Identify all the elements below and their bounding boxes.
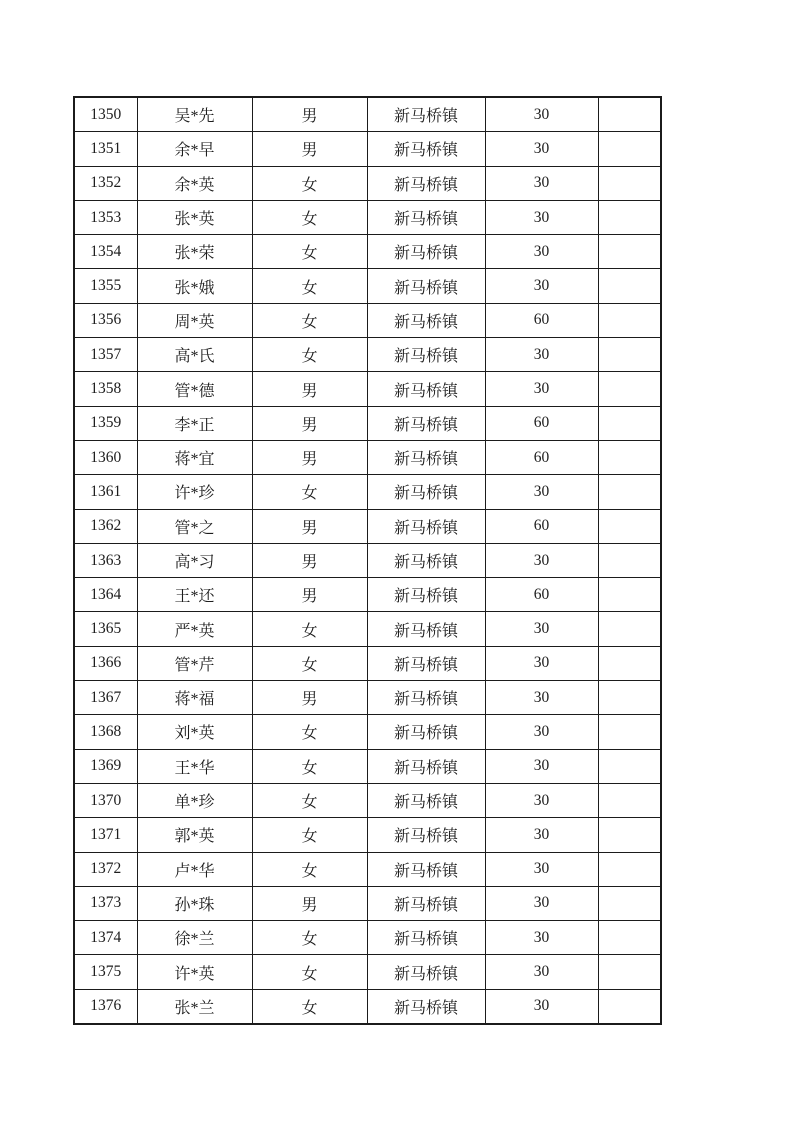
cell-amount: 60 — [485, 509, 598, 543]
cell-note — [598, 406, 661, 440]
cell-amount: 30 — [485, 200, 598, 234]
cell-name: 管*芹 — [137, 646, 252, 680]
cell-note — [598, 852, 661, 886]
cell-no: 1356 — [74, 303, 137, 337]
cell-gender: 男 — [252, 578, 367, 612]
cell-name: 郭*英 — [137, 818, 252, 852]
cell-gender: 男 — [252, 509, 367, 543]
cell-name: 李*正 — [137, 406, 252, 440]
cell-name: 高*氏 — [137, 338, 252, 372]
cell-gender: 女 — [252, 749, 367, 783]
cell-gender: 女 — [252, 715, 367, 749]
cell-note — [598, 372, 661, 406]
cell-town: 新马桥镇 — [367, 97, 485, 132]
cell-town: 新马桥镇 — [367, 372, 485, 406]
table-row — [74, 681, 661, 715]
cell-no: 1363 — [74, 543, 137, 577]
cell-amount: 30 — [485, 783, 598, 817]
cell-note — [598, 269, 661, 303]
cell-town: 新马桥镇 — [367, 955, 485, 989]
cell-name: 蒋*福 — [137, 681, 252, 715]
cell-no: 1359 — [74, 406, 137, 440]
cell-amount: 30 — [485, 97, 598, 132]
table-row — [74, 440, 661, 474]
cell-amount: 30 — [485, 235, 598, 269]
cell-name: 张*兰 — [137, 989, 252, 1024]
table-row — [74, 783, 661, 817]
table-row — [74, 200, 661, 234]
cell-name: 许*珍 — [137, 475, 252, 509]
table-row — [74, 372, 661, 406]
cell-gender: 男 — [252, 886, 367, 920]
table-row — [74, 166, 661, 200]
cell-no: 1366 — [74, 646, 137, 680]
cell-no: 1369 — [74, 749, 137, 783]
table-row — [74, 543, 661, 577]
cell-gender: 女 — [252, 269, 367, 303]
cell-no: 1358 — [74, 372, 137, 406]
cell-name: 王*华 — [137, 749, 252, 783]
cell-amount: 60 — [485, 578, 598, 612]
table-row — [74, 989, 661, 1024]
cell-name: 余*英 — [137, 166, 252, 200]
cell-note — [598, 200, 661, 234]
cell-amount: 60 — [485, 440, 598, 474]
cell-no: 1357 — [74, 338, 137, 372]
cell-name: 张*荣 — [137, 235, 252, 269]
cell-town: 新马桥镇 — [367, 406, 485, 440]
cell-note — [598, 989, 661, 1024]
cell-note — [598, 475, 661, 509]
cell-gender: 女 — [252, 338, 367, 372]
table-row — [74, 818, 661, 852]
table-row — [74, 749, 661, 783]
cell-gender: 男 — [252, 681, 367, 715]
cell-amount: 30 — [485, 612, 598, 646]
cell-no: 1373 — [74, 886, 137, 920]
roster-table — [73, 96, 662, 1025]
cell-town: 新马桥镇 — [367, 818, 485, 852]
cell-note — [598, 97, 661, 132]
cell-gender: 男 — [252, 372, 367, 406]
cell-name: 周*英 — [137, 303, 252, 337]
cell-note — [598, 646, 661, 680]
cell-no: 1355 — [74, 269, 137, 303]
cell-note — [598, 132, 661, 166]
cell-name: 徐*兰 — [137, 921, 252, 955]
cell-amount: 30 — [485, 475, 598, 509]
cell-gender: 男 — [252, 440, 367, 474]
table-row — [74, 612, 661, 646]
cell-note — [598, 235, 661, 269]
cell-note — [598, 955, 661, 989]
cell-amount: 30 — [485, 372, 598, 406]
cell-note — [598, 681, 661, 715]
cell-amount: 30 — [485, 338, 598, 372]
cell-gender: 女 — [252, 818, 367, 852]
table-row — [74, 955, 661, 989]
table-row — [74, 235, 661, 269]
cell-name: 许*英 — [137, 955, 252, 989]
cell-name: 刘*英 — [137, 715, 252, 749]
cell-town: 新马桥镇 — [367, 921, 485, 955]
cell-note — [598, 166, 661, 200]
cell-gender: 女 — [252, 852, 367, 886]
cell-town: 新马桥镇 — [367, 681, 485, 715]
cell-note — [598, 818, 661, 852]
cell-amount: 30 — [485, 955, 598, 989]
cell-gender: 女 — [252, 955, 367, 989]
cell-no: 1375 — [74, 955, 137, 989]
cell-amount: 30 — [485, 818, 598, 852]
cell-gender: 女 — [252, 783, 367, 817]
cell-town: 新马桥镇 — [367, 612, 485, 646]
cell-name: 余*早 — [137, 132, 252, 166]
cell-town: 新马桥镇 — [367, 338, 485, 372]
cell-town: 新马桥镇 — [367, 200, 485, 234]
cell-amount: 60 — [485, 303, 598, 337]
cell-town: 新马桥镇 — [367, 749, 485, 783]
cell-town: 新马桥镇 — [367, 235, 485, 269]
cell-name: 张*娥 — [137, 269, 252, 303]
cell-amount: 30 — [485, 269, 598, 303]
cell-amount: 30 — [485, 989, 598, 1024]
cell-gender: 女 — [252, 303, 367, 337]
cell-town: 新马桥镇 — [367, 543, 485, 577]
table-row — [74, 475, 661, 509]
cell-gender: 男 — [252, 543, 367, 577]
cell-no: 1372 — [74, 852, 137, 886]
cell-note — [598, 303, 661, 337]
cell-gender: 男 — [252, 132, 367, 166]
table-row — [74, 646, 661, 680]
cell-no: 1350 — [74, 97, 137, 132]
cell-amount: 30 — [485, 886, 598, 920]
table-row — [74, 715, 661, 749]
cell-no: 1376 — [74, 989, 137, 1024]
cell-note — [598, 749, 661, 783]
cell-amount: 30 — [485, 166, 598, 200]
cell-gender: 女 — [252, 989, 367, 1024]
table-row — [74, 338, 661, 372]
cell-gender: 女 — [252, 235, 367, 269]
cell-name: 吴*先 — [137, 97, 252, 132]
cell-name: 单*珍 — [137, 783, 252, 817]
cell-town: 新马桥镇 — [367, 852, 485, 886]
cell-no: 1361 — [74, 475, 137, 509]
cell-town: 新马桥镇 — [367, 989, 485, 1024]
cell-note — [598, 578, 661, 612]
cell-town: 新马桥镇 — [367, 646, 485, 680]
cell-no: 1360 — [74, 440, 137, 474]
cell-no: 1371 — [74, 818, 137, 852]
cell-town: 新马桥镇 — [367, 475, 485, 509]
cell-amount: 30 — [485, 543, 598, 577]
table-row — [74, 406, 661, 440]
cell-no: 1365 — [74, 612, 137, 646]
cell-gender: 男 — [252, 406, 367, 440]
cell-gender: 女 — [252, 646, 367, 680]
cell-note — [598, 921, 661, 955]
cell-name: 张*英 — [137, 200, 252, 234]
table-row — [74, 921, 661, 955]
table-row — [74, 269, 661, 303]
cell-amount: 60 — [485, 406, 598, 440]
cell-town: 新马桥镇 — [367, 886, 485, 920]
cell-name: 管*之 — [137, 509, 252, 543]
cell-amount: 30 — [485, 749, 598, 783]
cell-no: 1352 — [74, 166, 137, 200]
cell-note — [598, 338, 661, 372]
cell-no: 1374 — [74, 921, 137, 955]
cell-gender: 男 — [252, 97, 367, 132]
cell-town: 新马桥镇 — [367, 440, 485, 474]
cell-amount: 30 — [485, 681, 598, 715]
table-row — [74, 852, 661, 886]
cell-gender: 女 — [252, 200, 367, 234]
cell-gender: 女 — [252, 612, 367, 646]
cell-no: 1364 — [74, 578, 137, 612]
cell-town: 新马桥镇 — [367, 166, 485, 200]
cell-name: 蒋*宜 — [137, 440, 252, 474]
cell-name: 孙*珠 — [137, 886, 252, 920]
cell-amount: 30 — [485, 132, 598, 166]
cell-note — [598, 612, 661, 646]
table-row — [74, 97, 661, 132]
cell-town: 新马桥镇 — [367, 303, 485, 337]
cell-name: 高*习 — [137, 543, 252, 577]
cell-gender: 女 — [252, 921, 367, 955]
cell-amount: 30 — [485, 646, 598, 680]
cell-amount: 30 — [485, 715, 598, 749]
cell-note — [598, 543, 661, 577]
cell-name: 严*英 — [137, 612, 252, 646]
cell-town: 新马桥镇 — [367, 783, 485, 817]
table-row — [74, 303, 661, 337]
cell-town: 新马桥镇 — [367, 269, 485, 303]
cell-no: 1351 — [74, 132, 137, 166]
cell-no: 1370 — [74, 783, 137, 817]
cell-no: 1368 — [74, 715, 137, 749]
cell-note — [598, 886, 661, 920]
cell-name: 管*德 — [137, 372, 252, 406]
table-row — [74, 578, 661, 612]
cell-town: 新马桥镇 — [367, 715, 485, 749]
cell-note — [598, 783, 661, 817]
cell-gender: 女 — [252, 166, 367, 200]
cell-town: 新马桥镇 — [367, 578, 485, 612]
cell-name: 王*还 — [137, 578, 252, 612]
cell-note — [598, 509, 661, 543]
cell-no: 1362 — [74, 509, 137, 543]
cell-no: 1367 — [74, 681, 137, 715]
cell-note — [598, 715, 661, 749]
table-row — [74, 886, 661, 920]
cell-no: 1353 — [74, 200, 137, 234]
table-row — [74, 132, 661, 166]
cell-note — [598, 440, 661, 474]
table-row — [74, 509, 661, 543]
cell-gender: 女 — [252, 475, 367, 509]
cell-amount: 30 — [485, 921, 598, 955]
cell-town: 新马桥镇 — [367, 509, 485, 543]
cell-name: 卢*华 — [137, 852, 252, 886]
cell-no: 1354 — [74, 235, 137, 269]
cell-amount: 30 — [485, 852, 598, 886]
cell-town: 新马桥镇 — [367, 132, 485, 166]
